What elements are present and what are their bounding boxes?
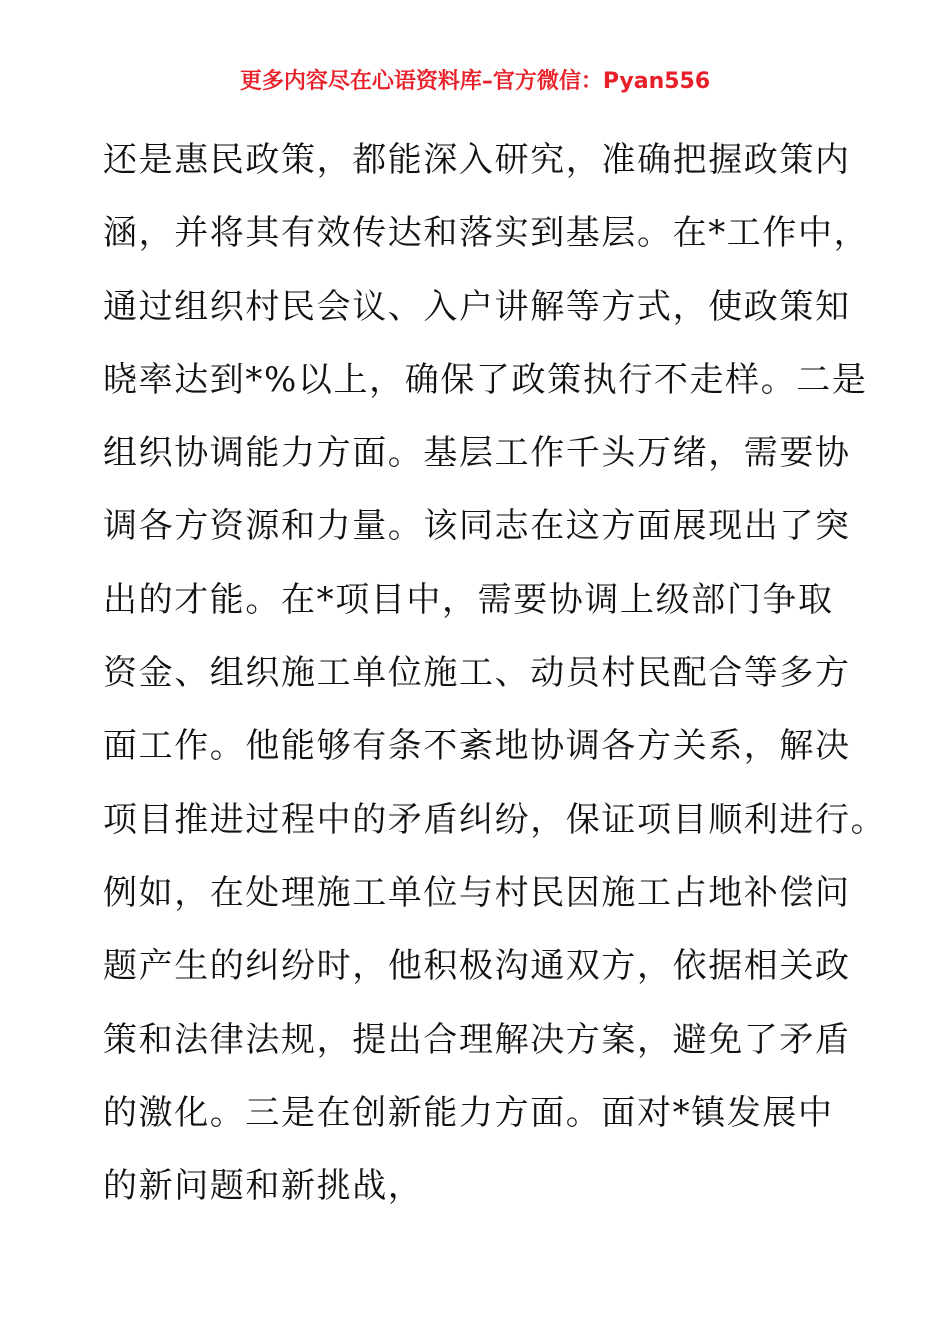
body-text xyxy=(103,124,887,1223)
text-line: 题产生的纠纷时，他积极沟通双方，依据相关政 xyxy=(103,946,851,987)
text-line: 资金、组织施工单位施工、动员村民配合等多方 xyxy=(103,653,851,694)
text-line: 涵，并将其有效传达和落实到基层。在*工作中， xyxy=(103,213,870,254)
text-line: 通过组织村民会议、入户讲解等方式，使政策知 xyxy=(103,286,851,327)
text-line: 晓率达到*%以上，确保了政策执行不走样。二是 xyxy=(103,359,868,400)
text-line: 项目推进过程中的矛盾纠纷，保证项目顺利进行。 xyxy=(103,799,887,840)
text-line: 面工作。他能够有条不紊地协调各方关系，解决 xyxy=(103,726,851,767)
text-line: 出的才能。在*项目中，需要协调上级部门争取 xyxy=(103,579,834,620)
text-line: 的新问题和新挑战， xyxy=(103,1166,424,1207)
text-line: 还是惠民政策，都能深入研究，准确把握政策内 xyxy=(103,140,851,180)
text-line: 组织协调能力方面。基层工作千头万绪，需要协 xyxy=(103,433,851,474)
text-line: 例如，在处理施工单位与村民因施工占地补偿问 xyxy=(103,872,851,913)
text-line: 的激化。三是在创新能力方面。面对*镇发展中 xyxy=(103,1092,834,1133)
text-line: 调各方资源和力量。该同志在这方面展现出了突 xyxy=(103,506,851,547)
text-line: 策和法律法规，提出合理解决方案，避免了矛盾 xyxy=(103,1019,851,1060)
header-watermark: 更多内容尽在心语资料库–官方微信：Pyan556 xyxy=(239,69,711,94)
